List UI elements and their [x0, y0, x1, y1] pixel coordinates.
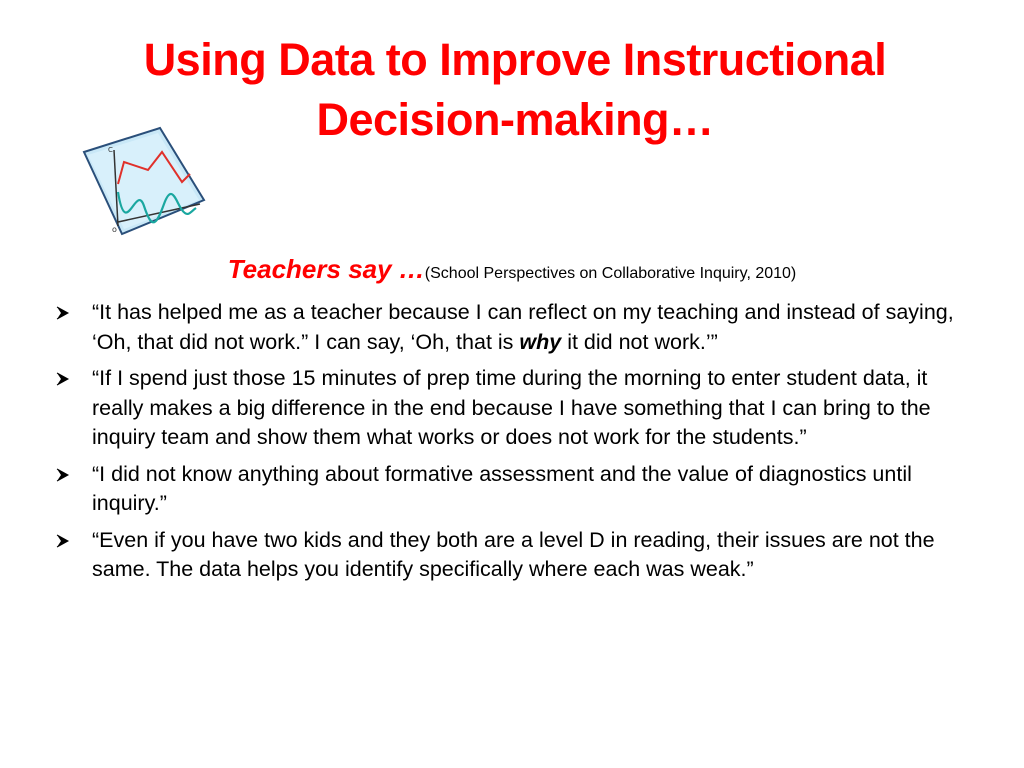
quote-item [54, 298, 974, 357]
quote-item [54, 460, 974, 519]
quote-text: “Even if you have two kids and they both are a level D in reading, their issues are not the same. The data helps you identify specifically where each was weak.” [92, 527, 935, 581]
arrow-bullet-icon [54, 298, 76, 327]
arrow-bullet-icon [54, 526, 76, 555]
title-line-2: Decision-making… [316, 94, 714, 145]
quote-item [54, 526, 974, 585]
quote-text: “If I spend just those 15 minutes of prep time during the morning to enter student data, it really makes a big difference in the end because I have something that I can bring to the inquiry team and show them what works or does not work for the students.” [92, 366, 931, 449]
quote-text-before: “It has helped me as a teacher because I can reflect on my teaching and instead of saying, ‘Oh, that did not work.” I can say, ‘Oh, that is [92, 300, 954, 354]
quote-text: “I did not know anything about formative assessment and the value of diagnostics until inquiry.” [92, 461, 912, 515]
arrow-bullet-icon [54, 460, 76, 489]
subtitle-citation: (School Perspectives on Collaborative Inquiry, 2010) [424, 265, 797, 282]
quote-list [54, 298, 974, 592]
chart-paper-icon [78, 122, 214, 250]
arrow-bullet-icon [54, 364, 76, 393]
svg-text:o: o [112, 225, 117, 234]
quote-emphasis: why [519, 329, 562, 354]
subtitle-lead: Teachers say … [227, 254, 425, 284]
quote-text-after: it did not work.’” [561, 329, 718, 354]
svg-text:C: C [108, 146, 113, 154]
quote-item [54, 364, 974, 453]
subtitle [0, 254, 1024, 285]
title-line-1: Using Data to Improve Instructional [143, 34, 887, 85]
